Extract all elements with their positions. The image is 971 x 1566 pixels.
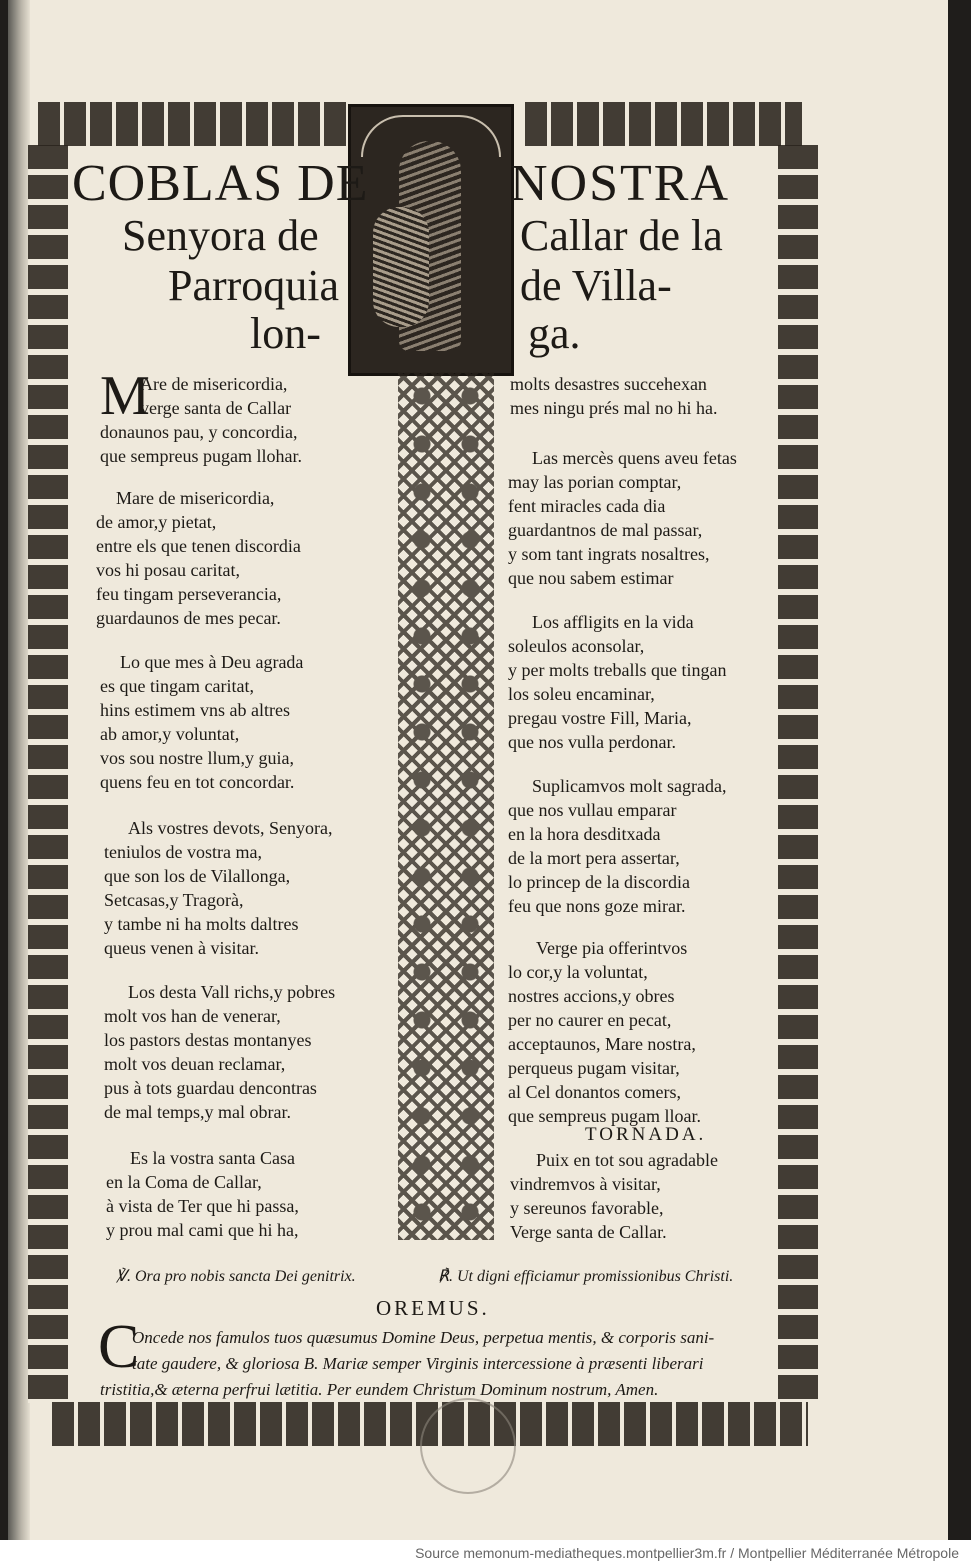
verse-line: Puix en tot sou agradable [536,1150,718,1170]
verse-line: Setcasas,y Tragorà, [104,890,244,910]
verse-line: Los affligits en la vida [532,612,694,632]
verse-line: de la mort pera assertar, [508,848,680,868]
verse-dropcap: M [100,365,150,427]
verse-line: Los desta Vall richs,y pobres [128,982,336,1002]
title-line-3-left: Parroquia [168,261,340,310]
verse-line: feu tingam perseverancia, [96,584,282,604]
left-stanza-2 [96,486,301,630]
tornada-heading: TORNADA. [585,1124,707,1145]
ornamental-border-top-right [525,102,802,146]
response: ℟. Ut digni efficiamur promissionibus Christi. [438,1268,734,1285]
left-stanza-5 [104,980,335,1124]
verse-line: los soleu encaminar, [508,684,655,704]
title-line-3-right: de Villa- [520,261,672,310]
right-tornada [510,1148,718,1244]
madonna-woodcut-image [348,104,514,376]
verse-line: vos hi posau caritat, [96,560,240,580]
verse-line: quens feu en tot concordar. [100,772,295,792]
central-ornament-column [398,372,494,1240]
verse-line: Als vostres devots, Senyora, [128,818,333,838]
verse-line: vos sou nostre llum,y guia, [100,748,294,768]
title-line-4-right: ga. [528,309,581,358]
verse-line: guardantnos de mal passar, [508,520,703,540]
verse-line: al Cel donantos comers, [508,1082,681,1102]
verse-line: en la Coma de Callar, [106,1172,262,1192]
verse-line: per no caurer en pecat, [508,1010,672,1030]
right-stanza-3 [508,610,726,754]
verse-line: lo cor,y la voluntat, [508,962,648,982]
verse-line: donaunos pau, y concordia, [100,422,298,442]
verse-line: que son los de Vilallonga, [104,866,291,886]
verse-line: y tambe ni ha molts daltres [104,914,299,934]
right-stanza-1 [510,372,717,420]
verse-line: à vista de Ter que hi passa, [106,1196,299,1216]
prayer-dropcap: C [98,1313,140,1381]
verse-line: fent miracles cada dia [508,496,666,516]
left-stanza-6 [106,1146,299,1242]
verse-line: que sempreus pugam llohar. [100,446,302,466]
right-stanza-5 [508,936,701,1128]
left-stanza-3 [100,650,303,794]
verse-line: Verge santa de Callar. [510,1222,667,1242]
title-line-4-left: lon- [250,309,321,358]
verse-line: lo princep de la discordia [508,872,690,892]
verse-line: de amor,y pietat, [96,512,217,532]
verse-line: feu que nons goze mirar. [508,896,686,916]
title-line-1-right: NOSTRA [510,155,731,212]
title-line-1-left: COBLAS DE [72,155,369,212]
verse-line: y sereunos favorable, [510,1198,664,1218]
ornamental-border-left [28,145,68,1403]
verse-line: de mal temps,y mal obrar. [104,1102,291,1122]
verse-line: nostres accions,y obres [508,986,675,1006]
verse-line: Es la vostra santa Casa [130,1148,295,1168]
verse-line: perqueus pugam visitar, [508,1058,680,1078]
prayer-line-2: tate gaudere, & gloriosa B. Mariæ semper Virginis intercessione à præsenti liberari [132,1354,704,1373]
verse-line: que nos vullau emparar [508,800,677,820]
verse-line: guardaunos de mes pecar. [96,608,281,628]
woodcut-child-figure [373,207,429,327]
verse-line: Suplicamvos molt sagrada, [532,776,727,796]
verse-line: molt vos han de venerar, [104,1006,281,1026]
verse-line: Las mercès quens aveu fetas [532,448,737,468]
left-stanza-1 [140,372,291,420]
verse-line: y som tant ingrats nosaltres, [508,544,710,564]
source-caption: Source memonum-mediatheques.montpellier3m.fr / Montpellier Méditerranée Métropole [415,1545,959,1561]
versicle: ℣. Ora pro nobis sancta Dei genitrix. [116,1268,356,1285]
verse-line: molt vos deuan reclamar, [104,1054,286,1074]
verse-line: los pastors destas montanyes [104,1030,312,1050]
verse-line: may las porian comptar, [508,472,682,492]
verse-line: ab amor,y voluntat, [100,724,240,744]
oremus-heading: OREMUS. [376,1296,490,1320]
verse-line: y prou mal cami que hi ha, [106,1220,299,1240]
verse-line: vindremvos à visitar, [510,1174,661,1194]
right-stanza-4 [508,774,726,918]
verse-line: en la hora desditxada [508,824,661,844]
verse-line: acceptaunos, Mare nostra, [508,1034,696,1054]
verse-line: que nou sabem estimar [508,568,674,588]
verse-line: que nos vulla perdonar. [508,732,676,752]
right-stanza-2 [508,446,737,590]
verse-line: mes ningu prés mal no hi ha. [510,398,718,418]
verse-line: teniulos de vostra ma, [104,842,262,862]
prayer-line-3: tristitia,& æterna perfrui lætitia. Per eundem Christum Dominum nostrum, Amen. [100,1380,659,1399]
prayer-line-1: Oncede nos famulos tuos quæsumus Domine Deus, perpetua mentis, & corporis sani- [132,1328,715,1347]
verse-line: Are de misericordia, [140,374,288,394]
verse-line: que sempreus pugam lloar. [508,1106,701,1126]
ornamental-border-top-left [38,102,348,146]
book-gutter [8,0,30,1540]
title-line-2-right: Callar de la [520,211,723,260]
left-stanza-1b [100,420,302,468]
verse-line: es que tingam caritat, [100,676,254,696]
verse-line: Mare de misericordia, [116,488,275,508]
title-line-2-left: Senyora de [122,211,319,260]
verse-line: entre els que tenen discordia [96,536,301,556]
left-stanza-4 [104,816,332,960]
verse-line: hins estimem vns ab altres [100,700,290,720]
verse-line: Verge pia offerintvos [536,938,688,958]
verse-line: queus venen à visitar. [104,938,259,958]
verse-line: y per molts treballs que tingan [508,660,727,680]
verse-line: Lo que mes à Deu agrada [120,652,304,672]
verse-line: soleulos aconsolar, [508,636,645,656]
ornamental-border-right [778,145,818,1403]
verse-line: pregau vostre Fill, Maria, [508,708,692,728]
verse-line: verge santa de Callar [140,398,292,418]
verse-line: molts desastres succehexan [510,374,707,394]
verse-line: pus à tots guardau dencontras [104,1078,317,1098]
library-stamp [420,1398,516,1494]
